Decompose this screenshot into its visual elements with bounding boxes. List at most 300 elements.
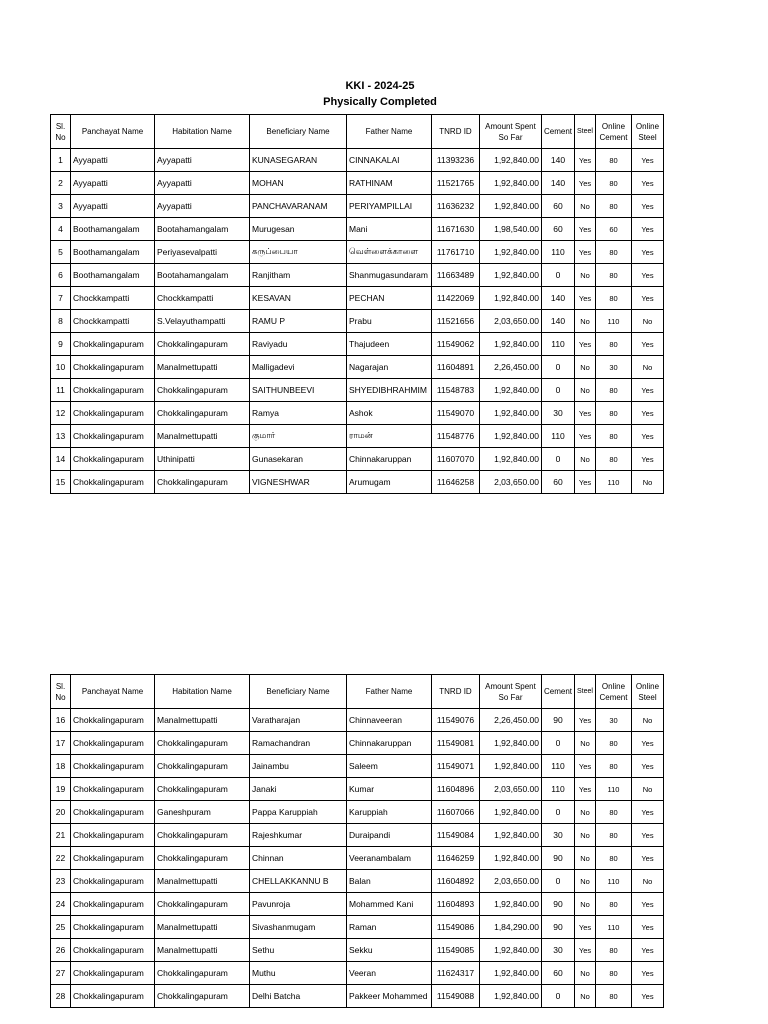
cell-panchayat-name: Chokkalingapuram [71, 985, 155, 1008]
cell-amount-spent: 1,92,840.00 [480, 847, 542, 870]
cell-habitation-name: Manalmettupatti [155, 939, 250, 962]
cell-panchayat-name: Chockkampatti [71, 287, 155, 310]
cell-online-steel: Yes [631, 149, 663, 172]
cell-tnrd-id: 11548776 [432, 425, 480, 448]
cell-online-cement: 80 [595, 241, 631, 264]
cell-habitation-name: Chokkalingapuram [155, 778, 250, 801]
cell-online-steel: Yes [631, 916, 663, 939]
cell-tnrd-id: 11548783 [432, 379, 480, 402]
cell-beneficiary-name: Janaki [250, 778, 347, 801]
table-row [51, 709, 664, 732]
cell-beneficiary-name: Pavunroja [250, 893, 347, 916]
cell-sl-no: 21 [51, 824, 71, 847]
cell-steel: Yes [575, 778, 596, 801]
cell-cement: 140 [542, 172, 575, 195]
cell-online-steel: Yes [631, 264, 663, 287]
cell-steel: No [575, 847, 596, 870]
cell-tnrd-id: 11549081 [432, 732, 480, 755]
cell-steel: No [575, 824, 596, 847]
cell-panchayat-name: Chokkalingapuram [71, 333, 155, 356]
table-row [51, 755, 664, 778]
cell-cement: 110 [542, 778, 575, 801]
cell-amount-spent: 1,92,840.00 [480, 801, 542, 824]
header-beneficiary-name: Beneficiary Name [250, 675, 347, 709]
cell-steel: No [575, 264, 596, 287]
cell-beneficiary-name: MOHAN [250, 172, 347, 195]
cell-tnrd-id: 11636232 [432, 195, 480, 218]
table-header-row [51, 675, 664, 709]
cell-beneficiary-name: Chinnan [250, 847, 347, 870]
cell-online-cement: 110 [595, 310, 631, 333]
cell-panchayat-name: Chokkalingapuram [71, 847, 155, 870]
cell-beneficiary-name: Murugesan [250, 218, 347, 241]
cell-amount-spent: 1,92,840.00 [480, 287, 542, 310]
cell-beneficiary-name: குமார் [250, 425, 347, 448]
cell-sl-no: 25 [51, 916, 71, 939]
cell-online-cement: 80 [595, 824, 631, 847]
cell-habitation-name: Ayyapatti [155, 195, 250, 218]
cell-tnrd-id: 11393236 [432, 149, 480, 172]
cell-amount-spent: 1,92,840.00 [480, 824, 542, 847]
cell-father-name: Chinnakaruppan [347, 448, 432, 471]
cell-father-name: RATHINAM [347, 172, 432, 195]
table-header-row [51, 115, 664, 149]
header-online-steel: Online Steel [631, 675, 663, 709]
cell-steel: Yes [575, 471, 596, 494]
cell-online-cement: 110 [595, 471, 631, 494]
cell-steel: No [575, 962, 596, 985]
cell-beneficiary-name: Sethu [250, 939, 347, 962]
table-row [51, 356, 664, 379]
report-subtitle: Physically Completed [323, 96, 437, 108]
report-title-block [50, 78, 710, 110]
cell-online-cement: 80 [595, 195, 631, 218]
cell-sl-no: 17 [51, 732, 71, 755]
cell-online-cement: 80 [595, 402, 631, 425]
cell-beneficiary-name: Sivashanmugam [250, 916, 347, 939]
cell-amount-spent: 2,03,650.00 [480, 870, 542, 893]
cell-online-steel: Yes [631, 379, 663, 402]
cell-sl-no: 16 [51, 709, 71, 732]
cell-steel: No [575, 893, 596, 916]
cell-beneficiary-name: Muthu [250, 962, 347, 985]
cell-online-cement: 80 [595, 149, 631, 172]
cell-online-steel: Yes [631, 448, 663, 471]
cell-sl-no: 1 [51, 149, 71, 172]
header-tnrd-id: TNRD ID [432, 675, 480, 709]
cell-online-steel: Yes [631, 287, 663, 310]
cell-amount-spent: 1,92,840.00 [480, 425, 542, 448]
cell-amount-spent: 1,92,840.00 [480, 962, 542, 985]
cell-panchayat-name: Chokkalingapuram [71, 916, 155, 939]
cell-amount-spent: 1,84,290.00 [480, 916, 542, 939]
cell-habitation-name: Uthinipatti [155, 448, 250, 471]
cell-online-steel: No [631, 709, 663, 732]
cell-steel: No [575, 310, 596, 333]
table-row [51, 448, 664, 471]
cell-amount-spent: 2,03,650.00 [480, 310, 542, 333]
table-row [51, 732, 664, 755]
cell-panchayat-name: Chokkalingapuram [71, 870, 155, 893]
cell-cement: 60 [542, 962, 575, 985]
cell-online-steel: Yes [631, 801, 663, 824]
cell-online-cement: 80 [595, 847, 631, 870]
cell-steel: No [575, 356, 596, 379]
table-row [51, 172, 664, 195]
cell-sl-no: 15 [51, 471, 71, 494]
header-tnrd-id: TNRD ID [432, 115, 480, 149]
cell-cement: 110 [542, 241, 575, 264]
cell-beneficiary-name: Rajeshkumar [250, 824, 347, 847]
cell-habitation-name: Chokkalingapuram [155, 847, 250, 870]
cell-beneficiary-name: Ranjitham [250, 264, 347, 287]
cell-cement: 0 [542, 732, 575, 755]
cell-cement: 90 [542, 709, 575, 732]
cell-cement: 30 [542, 824, 575, 847]
cell-habitation-name: Ayyapatti [155, 149, 250, 172]
cell-steel: Yes [575, 709, 596, 732]
cell-habitation-name: Bootahamangalam [155, 264, 250, 287]
cell-beneficiary-name: கருப்பையா [250, 241, 347, 264]
cell-tnrd-id: 11671630 [432, 218, 480, 241]
cell-sl-no: 4 [51, 218, 71, 241]
cell-sl-no: 11 [51, 379, 71, 402]
cell-panchayat-name: Chokkalingapuram [71, 471, 155, 494]
cell-amount-spent: 1,92,840.00 [480, 755, 542, 778]
cell-steel: Yes [575, 287, 596, 310]
cell-amount-spent: 1,92,840.00 [480, 195, 542, 218]
cell-father-name: Chinnakaruppan [347, 732, 432, 755]
cell-cement: 0 [542, 985, 575, 1008]
cell-panchayat-name: Chokkalingapuram [71, 732, 155, 755]
cell-father-name: Veeranambalam [347, 847, 432, 870]
cell-online-cement: 80 [595, 732, 631, 755]
cell-tnrd-id: 11624317 [432, 962, 480, 985]
cell-beneficiary-name: SAITHUNBEEVI [250, 379, 347, 402]
cell-cement: 140 [542, 149, 575, 172]
table-row [51, 778, 664, 801]
cell-online-steel: Yes [631, 241, 663, 264]
cell-online-cement: 80 [595, 425, 631, 448]
cell-tnrd-id: 11646259 [432, 847, 480, 870]
table-row [51, 471, 664, 494]
cell-sl-no: 7 [51, 287, 71, 310]
cell-sl-no: 27 [51, 962, 71, 985]
header-panchayat-name: Panchayat Name [71, 675, 155, 709]
cell-sl-no: 26 [51, 939, 71, 962]
table-row [51, 379, 664, 402]
cell-cement: 0 [542, 448, 575, 471]
cell-father-name: Prabu [347, 310, 432, 333]
cell-amount-spent: 1,92,840.00 [480, 172, 542, 195]
cell-cement: 110 [542, 425, 575, 448]
cell-tnrd-id: 11549076 [432, 709, 480, 732]
cell-online-cement: 80 [595, 172, 631, 195]
cell-panchayat-name: Chokkalingapuram [71, 709, 155, 732]
cell-panchayat-name: Chokkalingapuram [71, 893, 155, 916]
cell-steel: Yes [575, 402, 596, 425]
table-row [51, 287, 664, 310]
cell-beneficiary-name: KUNASEGARAN [250, 149, 347, 172]
header-cement: Cement [542, 675, 575, 709]
cell-online-steel: No [631, 356, 663, 379]
cell-tnrd-id: 11604896 [432, 778, 480, 801]
cell-sl-no: 23 [51, 870, 71, 893]
cell-habitation-name: Bootahamangalam [155, 218, 250, 241]
cell-online-steel: Yes [631, 402, 663, 425]
cell-father-name: Mani [347, 218, 432, 241]
cell-father-name: Chinnaveeran [347, 709, 432, 732]
cell-father-name: Ashok [347, 402, 432, 425]
cell-amount-spent: 1,98,540.00 [480, 218, 542, 241]
cell-habitation-name: Manalmettupatti [155, 425, 250, 448]
cell-amount-spent: 2,03,650.00 [480, 778, 542, 801]
table-row [51, 962, 664, 985]
cell-cement: 110 [542, 333, 575, 356]
cell-online-steel: No [631, 471, 663, 494]
cell-father-name: வெள்ளைக்காளை [347, 241, 432, 264]
cell-cement: 90 [542, 847, 575, 870]
table-row [51, 985, 664, 1008]
cell-sl-no: 12 [51, 402, 71, 425]
cell-tnrd-id: 11422069 [432, 287, 480, 310]
cell-father-name: PERIYAMPILLAI [347, 195, 432, 218]
cell-father-name: Shanmugasundaram [347, 264, 432, 287]
cell-beneficiary-name: Ramya [250, 402, 347, 425]
cell-steel: Yes [575, 916, 596, 939]
cell-habitation-name: Periyasevalpatti [155, 241, 250, 264]
cell-panchayat-name: Chokkalingapuram [71, 939, 155, 962]
cell-father-name: Sekku [347, 939, 432, 962]
header-amount-spent: Amount Spent So Far [480, 115, 542, 149]
cell-amount-spent: 1,92,840.00 [480, 402, 542, 425]
cell-cement: 0 [542, 356, 575, 379]
cell-cement: 0 [542, 264, 575, 287]
cell-sl-no: 19 [51, 778, 71, 801]
cell-online-steel: No [631, 870, 663, 893]
cell-sl-no: 18 [51, 755, 71, 778]
cell-beneficiary-name: Raviyadu [250, 333, 347, 356]
header-online-steel: Online Steel [631, 115, 663, 149]
cell-sl-no: 28 [51, 985, 71, 1008]
cell-sl-no: 10 [51, 356, 71, 379]
cell-father-name: ராமன் [347, 425, 432, 448]
cell-beneficiary-name: RAMU P [250, 310, 347, 333]
cell-online-steel: Yes [631, 824, 663, 847]
beneficiary-table-2 [50, 674, 664, 1008]
cell-sl-no: 22 [51, 847, 71, 870]
cell-online-steel: Yes [631, 893, 663, 916]
cell-online-cement: 30 [595, 356, 631, 379]
cell-habitation-name: Ganeshpuram [155, 801, 250, 824]
beneficiary-table-1 [50, 114, 664, 494]
cell-sl-no: 3 [51, 195, 71, 218]
cell-cement: 30 [542, 939, 575, 962]
header-online-cement: Online Cement [595, 675, 631, 709]
cell-online-steel: Yes [631, 755, 663, 778]
cell-tnrd-id: 11549085 [432, 939, 480, 962]
table-row [51, 310, 664, 333]
cell-amount-spent: 2,26,450.00 [480, 709, 542, 732]
cell-online-cement: 80 [595, 939, 631, 962]
cell-cement: 60 [542, 471, 575, 494]
report-title: KKI - 2024-25 [345, 80, 415, 92]
cell-cement: 0 [542, 870, 575, 893]
cell-panchayat-name: Boothamangalam [71, 264, 155, 287]
cell-amount-spent: 1,92,840.00 [480, 149, 542, 172]
cell-online-steel: Yes [631, 218, 663, 241]
cell-online-steel: Yes [631, 172, 663, 195]
cell-cement: 110 [542, 755, 575, 778]
cell-steel: Yes [575, 425, 596, 448]
cell-beneficiary-name: Malligadevi [250, 356, 347, 379]
cell-habitation-name: Chokkalingapuram [155, 985, 250, 1008]
cell-tnrd-id: 11761710 [432, 241, 480, 264]
cell-online-cement: 80 [595, 333, 631, 356]
cell-habitation-name: Chockkampatti [155, 287, 250, 310]
cell-panchayat-name: Boothamangalam [71, 241, 155, 264]
cell-sl-no: 13 [51, 425, 71, 448]
header-amount-spent: Amount Spent So Far [480, 675, 542, 709]
cell-amount-spent: 1,92,840.00 [480, 732, 542, 755]
cell-father-name: Pakkeer Mohammed [347, 985, 432, 1008]
cell-cement: 0 [542, 379, 575, 402]
cell-habitation-name: Chokkalingapuram [155, 471, 250, 494]
cell-habitation-name: Manalmettupatti [155, 870, 250, 893]
cell-father-name: Saleem [347, 755, 432, 778]
cell-online-cement: 60 [595, 218, 631, 241]
cell-online-cement: 80 [595, 755, 631, 778]
cell-steel: No [575, 870, 596, 893]
cell-online-steel: No [631, 310, 663, 333]
cell-beneficiary-name: Gunasekaran [250, 448, 347, 471]
cell-online-cement: 80 [595, 962, 631, 985]
cell-father-name: Duraipandi [347, 824, 432, 847]
table-row [51, 824, 664, 847]
cell-habitation-name: Manalmettupatti [155, 916, 250, 939]
cell-amount-spent: 1,92,840.00 [480, 893, 542, 916]
cell-online-steel: Yes [631, 195, 663, 218]
cell-online-steel: Yes [631, 732, 663, 755]
cell-beneficiary-name: VIGNESHWAR [250, 471, 347, 494]
cell-cement: 90 [542, 916, 575, 939]
cell-cement: 140 [542, 287, 575, 310]
cell-sl-no: 2 [51, 172, 71, 195]
cell-sl-no: 24 [51, 893, 71, 916]
cell-amount-spent: 1,92,840.00 [480, 939, 542, 962]
cell-panchayat-name: Chokkalingapuram [71, 448, 155, 471]
cell-panchayat-name: Ayyapatti [71, 149, 155, 172]
cell-online-cement: 80 [595, 448, 631, 471]
cell-online-cement: 110 [595, 778, 631, 801]
cell-amount-spent: 1,92,840.00 [480, 379, 542, 402]
cell-sl-no: 8 [51, 310, 71, 333]
cell-online-cement: 80 [595, 379, 631, 402]
table-row [51, 264, 664, 287]
cell-beneficiary-name: Pappa Karuppiah [250, 801, 347, 824]
cell-steel: Yes [575, 218, 596, 241]
cell-cement: 30 [542, 402, 575, 425]
header-sl-no: Sl. No [51, 675, 71, 709]
table-row [51, 425, 664, 448]
header-online-cement: Online Cement [595, 115, 631, 149]
cell-father-name: Karuppiah [347, 801, 432, 824]
cell-amount-spent: 2,26,450.00 [480, 356, 542, 379]
cell-online-cement: 80 [595, 985, 631, 1008]
cell-online-steel: Yes [631, 939, 663, 962]
cell-tnrd-id: 11549088 [432, 985, 480, 1008]
cell-father-name: Thajudeen [347, 333, 432, 356]
cell-online-cement: 80 [595, 264, 631, 287]
cell-habitation-name: Chokkalingapuram [155, 893, 250, 916]
cell-habitation-name: Chokkalingapuram [155, 379, 250, 402]
table-row [51, 847, 664, 870]
cell-online-steel: No [631, 778, 663, 801]
cell-habitation-name: Chokkalingapuram [155, 824, 250, 847]
table-row [51, 149, 664, 172]
table-row [51, 870, 664, 893]
cell-sl-no: 9 [51, 333, 71, 356]
cell-amount-spent: 1,92,840.00 [480, 264, 542, 287]
table-row [51, 939, 664, 962]
cell-steel: No [575, 732, 596, 755]
cell-habitation-name: Chokkalingapuram [155, 755, 250, 778]
cell-beneficiary-name: CHELLAKKANNU B [250, 870, 347, 893]
header-steel: Steel [575, 115, 596, 149]
cell-panchayat-name: Chokkalingapuram [71, 356, 155, 379]
cell-habitation-name: Manalmettupatti [155, 709, 250, 732]
cell-panchayat-name: Chokkalingapuram [71, 824, 155, 847]
table-row [51, 801, 664, 824]
cell-steel: Yes [575, 149, 596, 172]
cell-amount-spent: 1,92,840.00 [480, 333, 542, 356]
cell-steel: No [575, 801, 596, 824]
cell-online-cement: 80 [595, 801, 631, 824]
cell-cement: 140 [542, 310, 575, 333]
cell-steel: Yes [575, 241, 596, 264]
cell-panchayat-name: Chokkalingapuram [71, 962, 155, 985]
cell-beneficiary-name: KESAVAN [250, 287, 347, 310]
table-row [51, 218, 664, 241]
cell-online-cement: 110 [595, 916, 631, 939]
cell-tnrd-id: 11663489 [432, 264, 480, 287]
header-panchayat-name: Panchayat Name [71, 115, 155, 149]
cell-beneficiary-name: PANCHAVARANAM [250, 195, 347, 218]
cell-online-steel: Yes [631, 847, 663, 870]
cell-cement: 90 [542, 893, 575, 916]
cell-tnrd-id: 11604892 [432, 870, 480, 893]
cell-tnrd-id: 11521656 [432, 310, 480, 333]
cell-tnrd-id: 11549071 [432, 755, 480, 778]
header-cement: Cement [542, 115, 575, 149]
cell-panchayat-name: Boothamangalam [71, 218, 155, 241]
cell-online-steel: Yes [631, 962, 663, 985]
cell-online-cement: 80 [595, 287, 631, 310]
cell-cement: 60 [542, 195, 575, 218]
cell-panchayat-name: Chokkalingapuram [71, 402, 155, 425]
cell-habitation-name: Chokkalingapuram [155, 962, 250, 985]
header-sl-no: Sl. No [51, 115, 71, 149]
cell-tnrd-id: 11646258 [432, 471, 480, 494]
cell-father-name: Arumugam [347, 471, 432, 494]
cell-panchayat-name: Chokkalingapuram [71, 801, 155, 824]
cell-steel: No [575, 379, 596, 402]
cell-amount-spent: 2,03,650.00 [480, 471, 542, 494]
cell-panchayat-name: Chokkalingapuram [71, 778, 155, 801]
cell-beneficiary-name: Jainambu [250, 755, 347, 778]
cell-habitation-name: Chokkalingapuram [155, 732, 250, 755]
cell-tnrd-id: 11607066 [432, 801, 480, 824]
